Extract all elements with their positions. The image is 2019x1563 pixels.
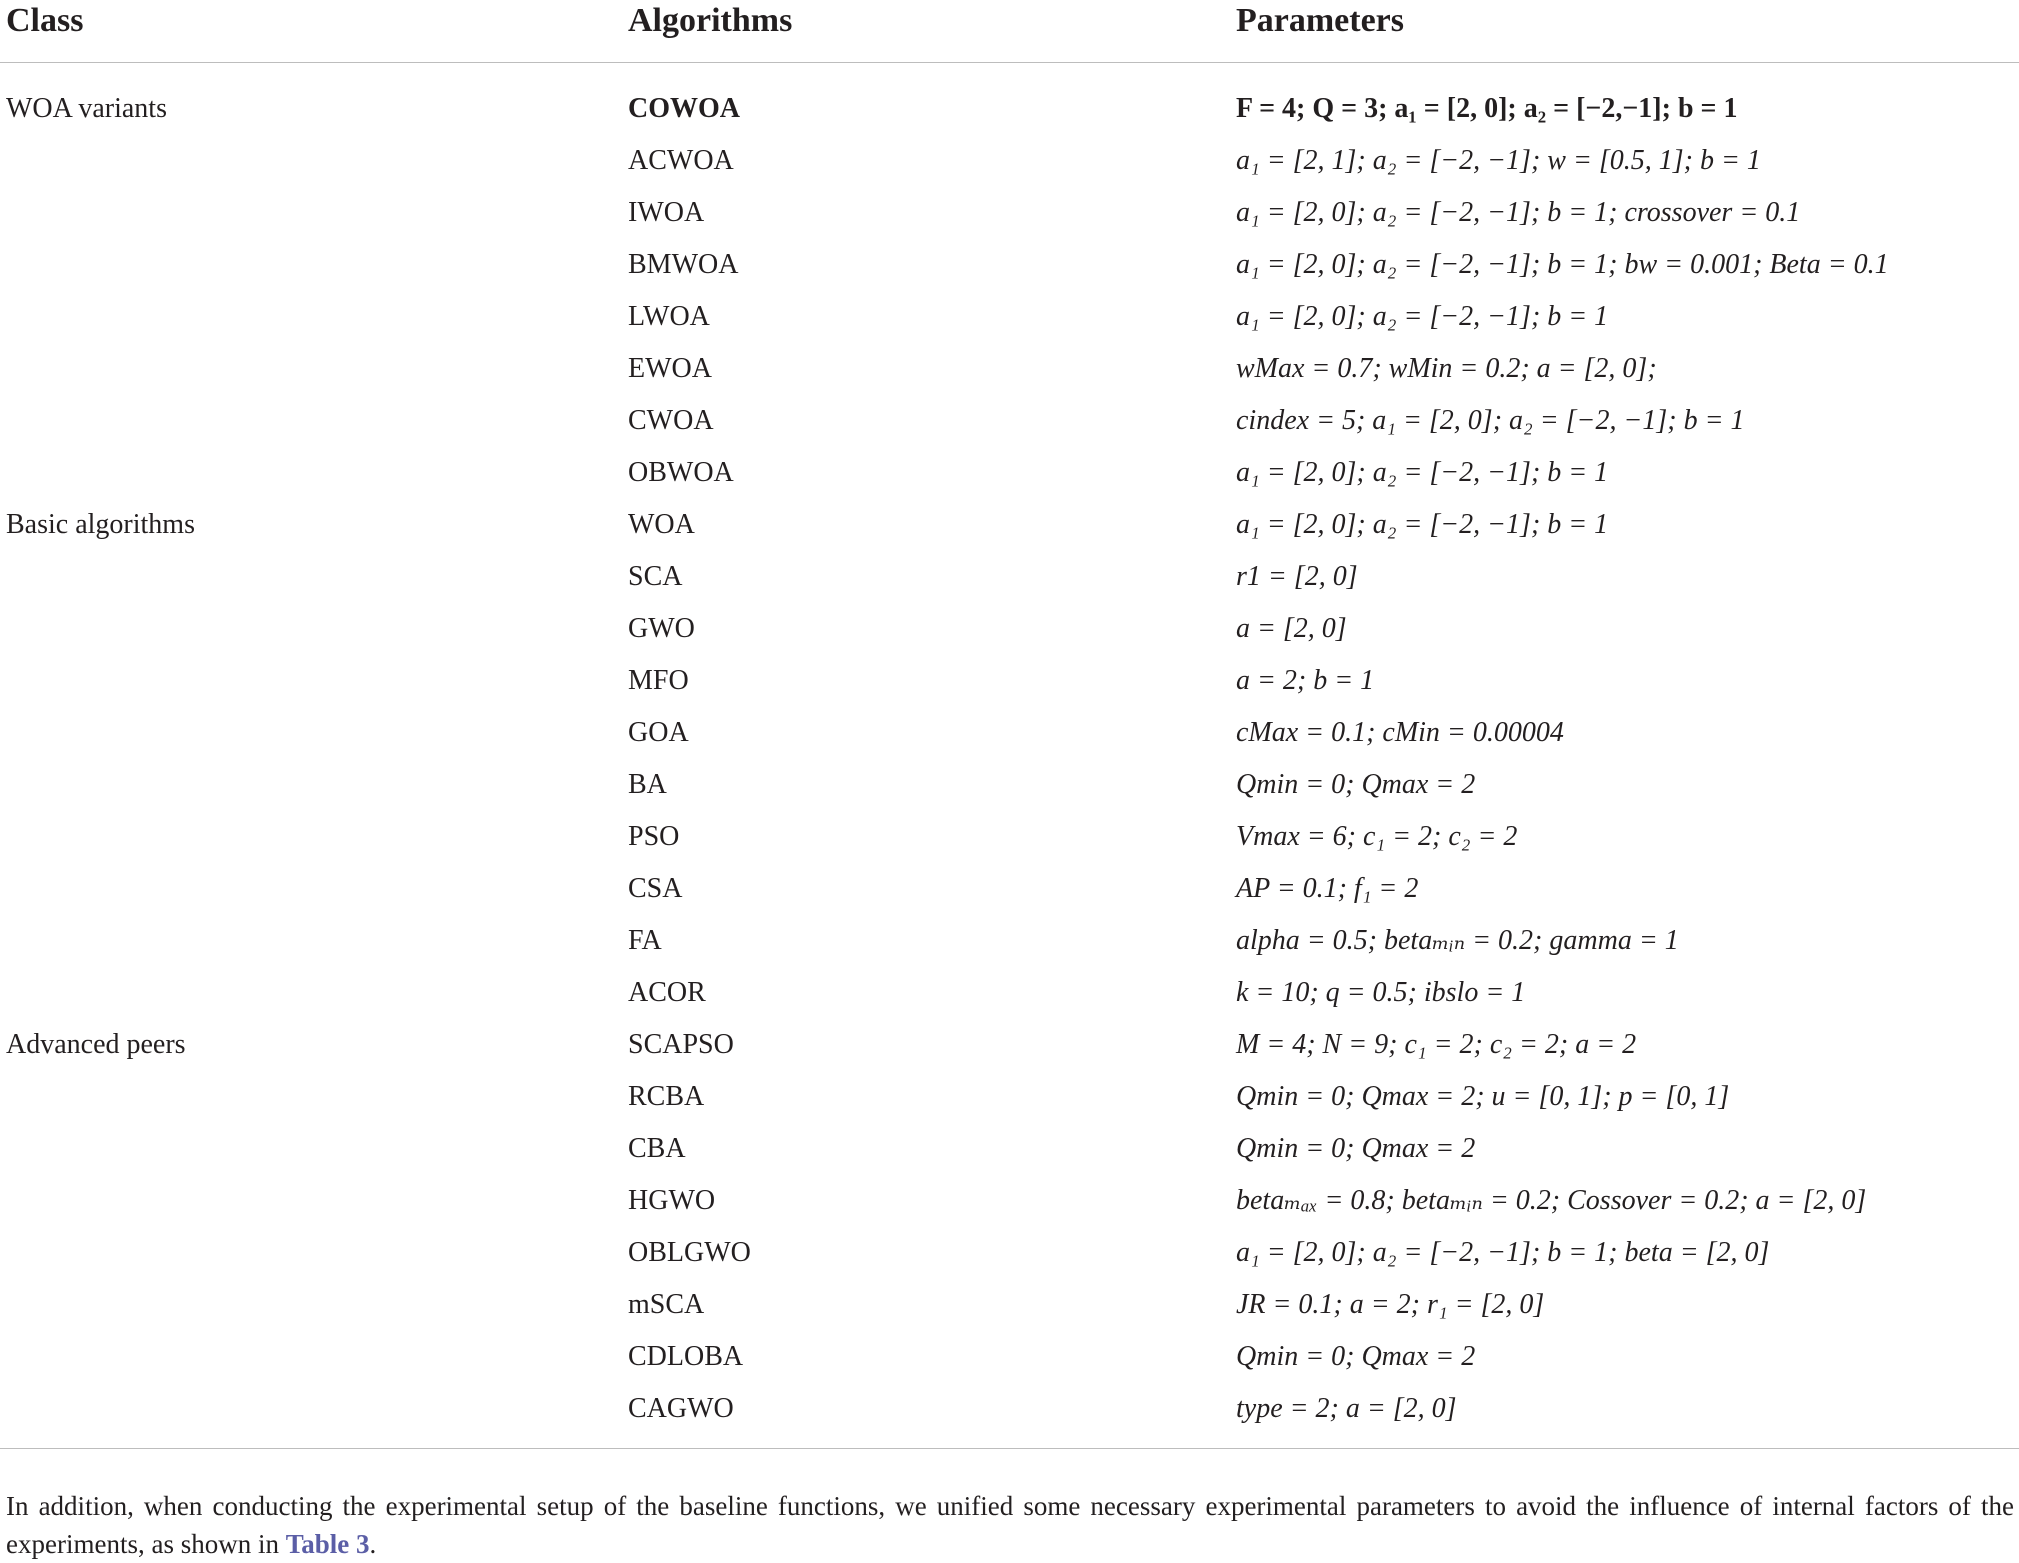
table-row (0, 139, 2019, 191)
cell-algorithm: HGWO (628, 1185, 716, 1216)
table-bottom-rule (0, 1448, 2019, 1449)
cell-parameters: alpha = 0.5; betaₘᵢₙ = 0.2; gamma = 1 (1236, 925, 1679, 956)
table-row (0, 1179, 2019, 1231)
cell-parameters: cindex = 5; a₁ = [2, 0]; a₂ = [−2, −1]; b = 1 (1236, 405, 1745, 436)
table-row (0, 763, 2019, 815)
cell-algorithm: WOA (628, 509, 695, 540)
cell-parameters: Qmin = 0; Qmax = 2 (1236, 1133, 1476, 1164)
cell-parameters: a = [2, 0] (1236, 613, 1347, 644)
cell-parameters: a₁ = [2, 0]; a₂ = [−2, −1]; b = 1; beta = [2, 0] (1236, 1237, 1770, 1268)
cell-algorithm: GWO (628, 613, 695, 644)
cell-parameters: k = 10; q = 0.5; ibslo = 1 (1236, 977, 1526, 1008)
header-algorithms: Algorithms (628, 2, 793, 39)
table-row (0, 867, 2019, 919)
table-row (0, 971, 2019, 1023)
table-row (0, 815, 2019, 867)
cell-algorithm: LWOA (628, 301, 710, 332)
cell-algorithm: CAGWO (628, 1393, 734, 1424)
header-class: Class (6, 2, 84, 39)
table-row (0, 503, 2019, 555)
cell-parameters: a₁ = [2, 0]; a₂ = [−2, −1]; b = 1 (1236, 457, 1609, 488)
cell-parameters: Qmin = 0; Qmax = 2; u = [0, 1]; p = [0, 1] (1236, 1081, 1730, 1112)
cell-class: Advanced peers (6, 1029, 186, 1060)
table-row (0, 555, 2019, 607)
table-body (0, 87, 2019, 1439)
cell-algorithm: MFO (628, 665, 689, 696)
table-row (0, 87, 2019, 139)
cell-algorithm: GOA (628, 717, 689, 748)
cell-parameters: r1 = [2, 0] (1236, 561, 1358, 592)
note-text: In addition, when conducting the experimental setup of the baseline functions, we unified some necessary experimental parameters to avoid the influence of internal factors of the experiments, as shown in (6, 1491, 2014, 1559)
cell-algorithm: CBA (628, 1133, 686, 1164)
cell-algorithm: BA (628, 769, 667, 800)
table-header (0, 0, 2019, 63)
note-end: . (369, 1529, 377, 1559)
cell-parameters: a₁ = [2, 0]; a₂ = [−2, −1]; b = 1 (1236, 301, 1609, 332)
cell-algorithm: EWOA (628, 353, 712, 384)
cell-parameters: betaₘₐₓ = 0.8; betaₘᵢₙ = 0.2; Cossover = 0.2; a = [2, 0] (1236, 1185, 1867, 1216)
table-row (0, 659, 2019, 711)
cell-class: Basic algorithms (6, 509, 195, 540)
table-3-link[interactable]: Table 3 (285, 1529, 370, 1559)
table-row (0, 347, 2019, 399)
table-row (0, 1023, 2019, 1075)
cell-parameters: a₁ = [2, 1]; a₂ = [−2, −1]; w = [0.5, 1]; b = 1 (1236, 145, 1761, 176)
cell-algorithm: CDLOBA (628, 1341, 744, 1372)
cell-parameters: a = 2; b = 1 (1236, 665, 1375, 696)
table-row (0, 607, 2019, 659)
table-row (0, 1231, 2019, 1283)
cell-algorithm: COWOA (628, 93, 740, 124)
table-row (0, 295, 2019, 347)
table-row (0, 1283, 2019, 1335)
cell-algorithm: RCBA (628, 1081, 705, 1112)
cell-algorithm: BMWOA (628, 249, 739, 280)
table-row (0, 451, 2019, 503)
cell-parameters: Qmin = 0; Qmax = 2 (1236, 769, 1476, 800)
cell-class: WOA variants (6, 93, 167, 124)
cell-algorithm: ACOR (628, 977, 706, 1008)
cell-algorithm: SCAPSO (628, 1029, 734, 1060)
table-row (0, 1075, 2019, 1127)
note-paragraph (6, 1487, 2014, 1563)
table-row (0, 191, 2019, 243)
cell-parameters: type = 2; a = [2, 0] (1236, 1393, 1457, 1424)
cell-parameters: AP = 0.1; f₁ = 2 (1236, 873, 1419, 904)
cell-parameters: cMax = 0.1; cMin = 0.00004 (1236, 717, 1564, 748)
cell-algorithm: IWOA (628, 197, 705, 228)
cell-parameters: Qmin = 0; Qmax = 2 (1236, 1341, 1476, 1372)
cell-algorithm: ACWOA (628, 145, 734, 176)
table-row (0, 1335, 2019, 1387)
cell-parameters: Vmax = 6; c₁ = 2; c₂ = 2 (1236, 821, 1518, 852)
cell-algorithm: FA (628, 925, 662, 956)
table-row (0, 1127, 2019, 1179)
cell-algorithm: CSA (628, 873, 683, 904)
cell-parameters: a₁ = [2, 0]; a₂ = [−2, −1]; b = 1; bw = 0.001; Beta = 0.1 (1236, 249, 1889, 280)
table-row (0, 919, 2019, 971)
cell-algorithm: CWOA (628, 405, 714, 436)
cell-algorithm: PSO (628, 821, 680, 852)
cell-algorithm: mSCA (628, 1289, 705, 1320)
table-row (0, 399, 2019, 451)
table-row (0, 711, 2019, 763)
cell-parameters: JR = 0.1; a = 2; r₁ = [2, 0] (1236, 1289, 1545, 1320)
cell-algorithm: OBWOA (628, 457, 734, 488)
cell-parameters: a₁ = [2, 0]; a₂ = [−2, −1]; b = 1; crossover = 0.1 (1236, 197, 1801, 228)
cell-parameters: a₁ = [2, 0]; a₂ = [−2, −1]; b = 1 (1236, 509, 1609, 540)
cell-algorithm: OBLGWO (628, 1237, 751, 1268)
cell-algorithm: SCA (628, 561, 683, 592)
cell-parameters: M = 4; N = 9; c₁ = 2; c₂ = 2; a = 2 (1236, 1029, 1637, 1060)
table-row (0, 243, 2019, 295)
cell-parameters: wMax = 0.7; wMin = 0.2; a = [2, 0]; (1236, 353, 1657, 384)
table-row (0, 1387, 2019, 1439)
header-parameters: Parameters (1236, 2, 1405, 39)
cell-parameters: F = 4; Q = 3; a₁ = [2, 0]; a₂ = [−2,−1]; b = 1 (1236, 93, 1738, 124)
